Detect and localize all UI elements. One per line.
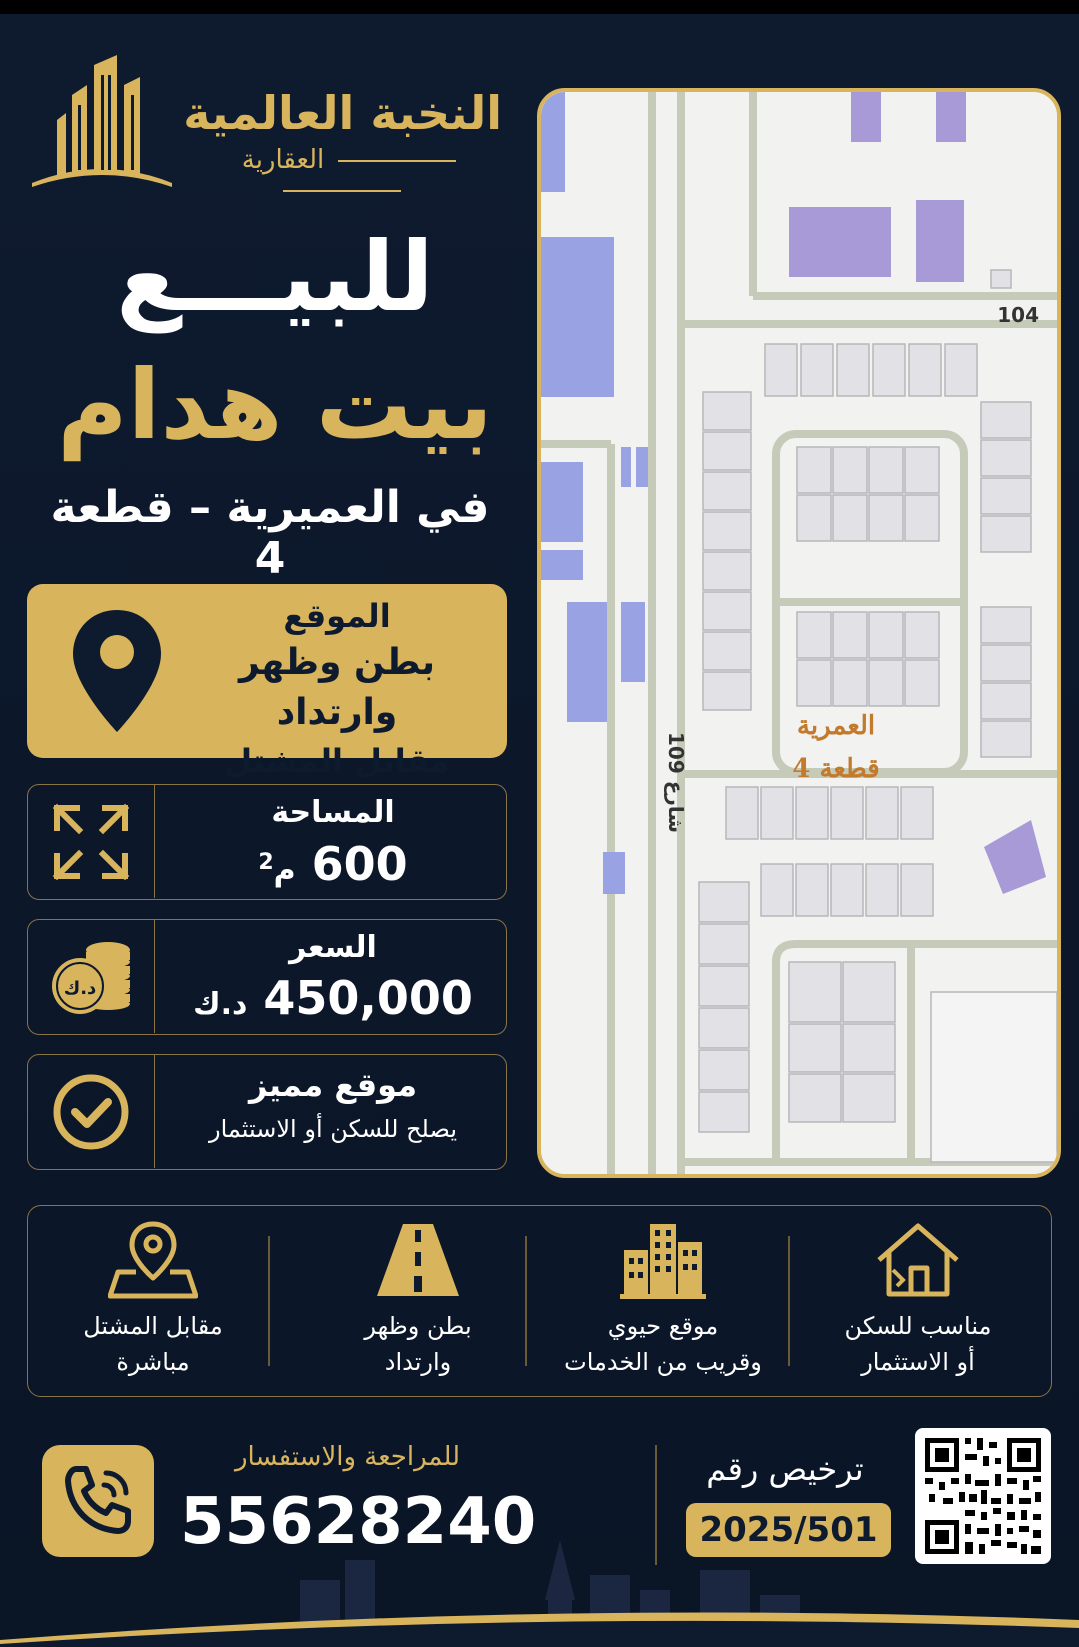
feature-text-line1: مناسب للسكن <box>844 1312 992 1340</box>
area-value: 600 <box>311 837 408 891</box>
highlight-card <box>27 1054 507 1170</box>
feature-text-line1: بطن وظهر <box>364 1312 472 1340</box>
check-circle-icon <box>51 1072 131 1152</box>
license-number: 2025/501 <box>686 1503 891 1557</box>
qr-code-image <box>915 1428 1051 1564</box>
map-road-104-label: 104 <box>997 303 1039 327</box>
feature-text-line1: مقابل المشتل <box>83 1312 223 1340</box>
price-label: السعر <box>289 930 377 965</box>
price-currency: د.ك <box>193 987 248 1022</box>
qr-code[interactable] <box>915 1428 1051 1564</box>
map-area-label: العمرية <box>796 711 876 741</box>
license-label: ترخيص رقم <box>706 1450 864 1488</box>
area-card <box>27 784 507 900</box>
footer-divider <box>655 1445 657 1565</box>
map-street-label: شارع 109 <box>664 732 688 834</box>
location-card <box>27 584 507 780</box>
headline-location: في العميرية – قطعة 4 <box>50 482 490 584</box>
highlight-note: يصلح للسكن أو الاستثمار <box>209 1115 457 1143</box>
location-pin-icon <box>108 1220 198 1300</box>
location-value: بطن وظهر وارتداد <box>239 642 435 733</box>
feature-text-line2: وقريب من الخدمات <box>564 1348 762 1376</box>
highlight-label: موقع مميز <box>248 1066 418 1104</box>
price-card <box>27 919 507 1035</box>
brand-subtitle: العقارية <box>182 145 502 205</box>
feature-item <box>793 1220 1043 1380</box>
headline-property-type: بيت هدام <box>57 349 493 461</box>
features-panel <box>27 1205 1052 1397</box>
area-label: المساحة <box>271 795 395 830</box>
top-bar <box>0 0 1079 14</box>
area-value-row <box>168 835 498 899</box>
contact-label: للمراجعة والاستفسار <box>234 1442 460 1472</box>
coins-icon <box>50 938 140 1018</box>
feature-text-line2: وارتداد <box>384 1348 452 1376</box>
brand-name: النخبة العالمية <box>183 86 502 140</box>
price-value: 450,000 <box>263 971 473 1025</box>
feature-divider <box>788 1236 790 1366</box>
headline-for-sale: للبيـــع <box>116 221 434 333</box>
feature-text-line2: مباشرة <box>116 1348 190 1376</box>
location-note: مقابل المشتل <box>224 742 450 780</box>
phone-icon <box>58 1461 138 1541</box>
feature-item <box>293 1220 543 1380</box>
feature-text-line2: أو الاستثمار <box>861 1348 975 1376</box>
buildings-icon <box>618 1220 708 1300</box>
map-block-label: قطعة 4 <box>792 754 880 784</box>
feature-item <box>28 1220 278 1380</box>
coin-label: د.ك <box>63 978 97 999</box>
phone-button[interactable] <box>42 1445 154 1557</box>
house-icon <box>873 1220 963 1300</box>
phone-number[interactable]: 55628240 <box>180 1485 537 1559</box>
area-unit: م$^2$ <box>258 850 296 888</box>
feature-item <box>538 1220 788 1380</box>
price-value-row <box>168 970 498 1033</box>
brand-logo <box>32 55 502 205</box>
road-icon <box>373 1220 463 1300</box>
location-label: الموقع <box>283 597 391 635</box>
buildings-logo-icon <box>32 55 172 190</box>
map-drawing <box>541 92 1057 1174</box>
plot-map <box>537 88 1061 1178</box>
expand-arrows-icon <box>51 802 131 882</box>
map-pin-icon <box>67 606 167 736</box>
feature-text-line1: موقع حيوي <box>607 1312 719 1340</box>
